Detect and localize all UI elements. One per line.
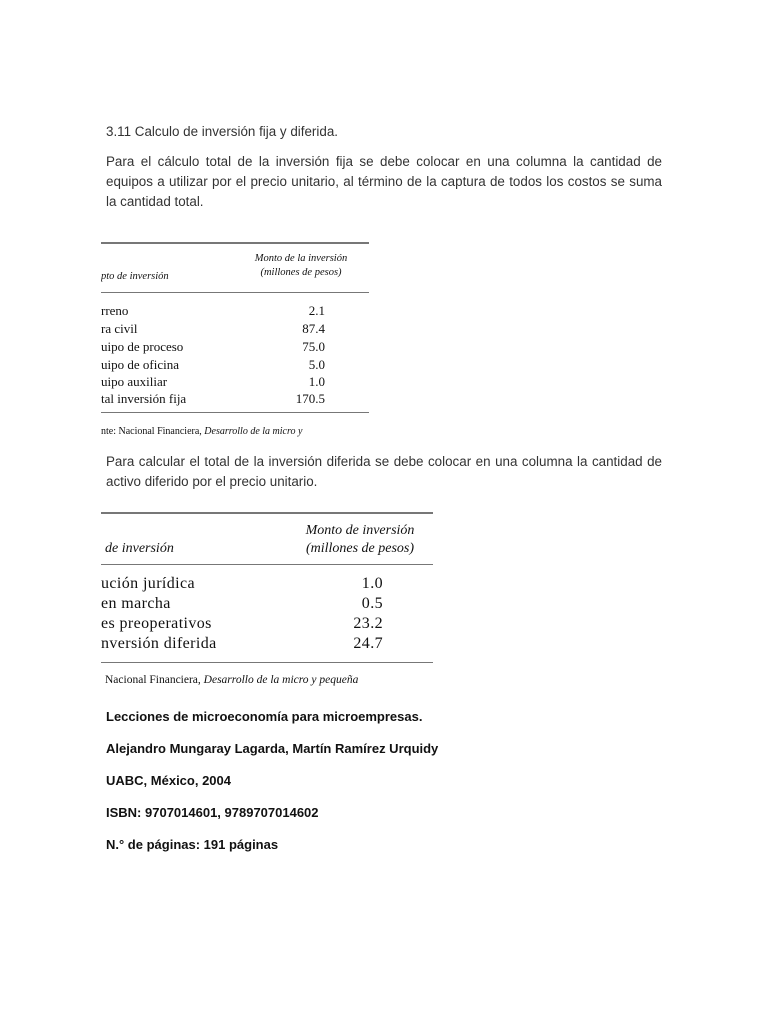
table-row-label: en marcha (101, 595, 171, 612)
book-publisher: UABC, México, 2004 (106, 773, 231, 788)
table-row-value: 24.7 (353, 635, 383, 652)
table-row-label: rreno (101, 303, 129, 318)
source-title: Desarrollo de la micro y (204, 426, 303, 437)
table-row-value: 170.5 (295, 391, 325, 406)
table-row-label: uipo de oficina (101, 357, 179, 372)
book-pages: N.° de páginas: 191 páginas (106, 837, 279, 852)
header-line: Monto de la inversión (254, 253, 348, 264)
header-line: (millones de pesos) (305, 541, 415, 556)
source-text: Nacional Financiera, (105, 674, 204, 686)
book-isbn: ISBN: 9707014601, 9789707014602 (106, 805, 319, 820)
table-row-value: 87.4 (302, 321, 325, 336)
table-source (101, 426, 302, 437)
book-title: Lecciones de microeconomía para microempresas. (106, 709, 423, 724)
table-row-label: tal inversión fija (101, 391, 187, 406)
table-row-value: 75.0 (302, 339, 325, 354)
table-col2-header (287, 522, 433, 558)
paragraph-fixed-investment: Para el cálculo total de la inversión fija se debe colocar en una columna la cantidad de equipos a utilizar por el precio unitario, al término de la captura de todos los costos se suma la cantidad total. (106, 154, 662, 209)
table-row-value: 1.0 (361, 575, 383, 592)
table-top-rule (101, 242, 369, 244)
source-title: Desarrollo de la micro y pequeña (203, 674, 359, 686)
book-authors: Alejandro Mungaray Lagarda, Martín Ramírez Urquidy (106, 741, 439, 756)
table-row-label: uipo auxiliar (101, 374, 168, 389)
table-row-label: ra civil (101, 321, 138, 336)
table-row-value: 1.0 (308, 374, 325, 389)
table-bottom-rule (101, 412, 369, 413)
table-row-value: 2.1 (308, 303, 325, 318)
header-line: (millones de pesos) (260, 267, 342, 278)
table-col2-header (237, 252, 365, 280)
table-header-rule (101, 292, 369, 293)
table-top-rule (101, 512, 433, 514)
table-row-label: uipo de proceso (101, 339, 184, 354)
header-line: Monto de inversión (305, 523, 415, 538)
table-source (105, 674, 358, 686)
table-row-label: ución jurídica (101, 575, 196, 592)
table-col1-header: pto de inversión (101, 271, 169, 282)
table-bottom-rule (101, 662, 433, 663)
section-heading: 3.11 Calculo de inversión fija y diferida. (106, 124, 338, 139)
fixed-investment-table (101, 240, 369, 440)
deferred-investment-table (101, 510, 433, 688)
table-row-label: es preoperativos (101, 615, 212, 632)
table-row-value: 0.5 (361, 595, 383, 612)
table-row-label: nversión diferida (101, 635, 217, 652)
table-col1-header: de inversión (105, 541, 174, 556)
source-text: nte: Nacional Financiera, (101, 426, 205, 437)
paragraph-deferred-investment: Para calcular el total de la inversión diferida se debe colocar en una columna la cantidad de activo diferido por el precio unitario. (106, 454, 662, 489)
table-row-value: 23.2 (353, 615, 383, 632)
table-row-value: 5.0 (308, 357, 325, 372)
table-header-rule (101, 564, 433, 565)
